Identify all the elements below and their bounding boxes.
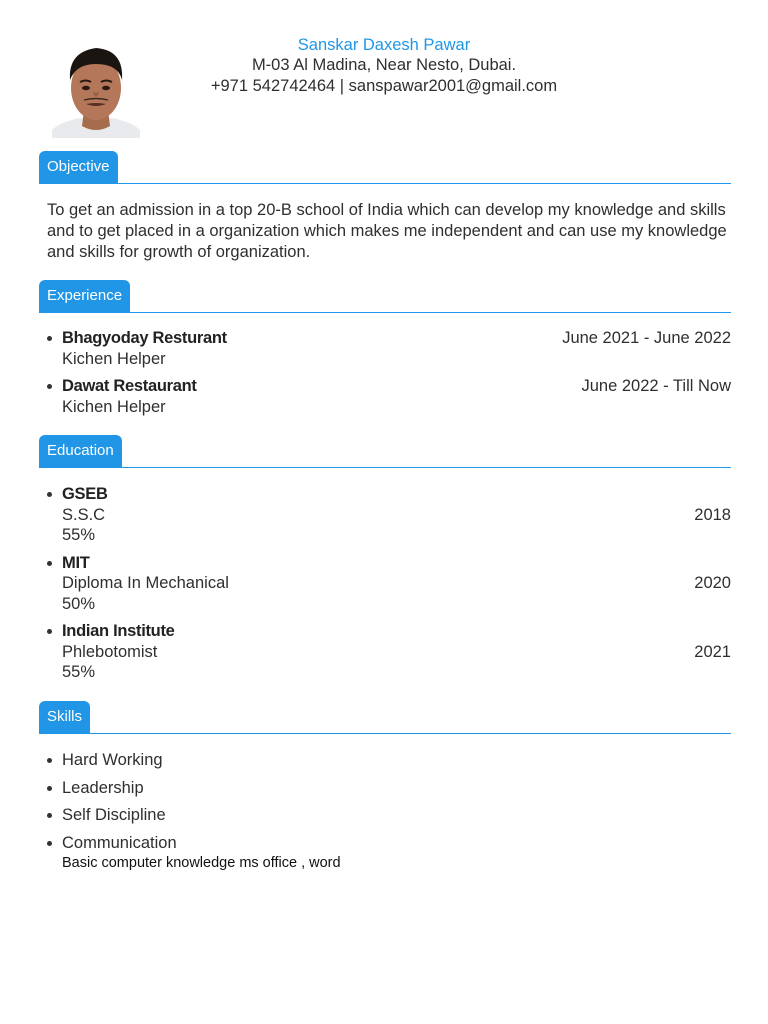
candidate-name: Sanskar Daxesh Pawar	[297, 36, 471, 54]
education-title: Education	[39, 435, 122, 467]
course-year: 2020	[694, 574, 731, 592]
skills-section	[39, 701, 731, 872]
education-list	[39, 484, 731, 683]
course-name: Phlebotomist	[62, 642, 158, 661]
course-score: 55%	[62, 663, 96, 681]
list-item	[62, 376, 731, 417]
list-item	[62, 484, 731, 546]
list-item: Hard Working	[62, 750, 731, 771]
list-item: Leadership	[62, 778, 731, 799]
experience-section	[39, 280, 731, 424]
experience-header	[39, 280, 731, 313]
institute-name: Indian Institute	[62, 622, 175, 640]
skills-title: Skills	[39, 701, 90, 733]
course-score: 55%	[62, 526, 96, 544]
address-line: M-03 Al Madina, Near Nesto, Dubai.	[251, 56, 517, 74]
skills-note: Basic computer knowledge ms office , word	[62, 855, 341, 871]
education-header	[39, 435, 731, 468]
job-role: Kichen Helper	[62, 397, 166, 416]
objective-text: To get an admission in a top 20-B school of India which can develop my knowledge and skills and to get placed in a organization which makes me independent and can use my knowledge and skills for growth of organization.	[47, 201, 727, 261]
skills-header	[39, 701, 731, 734]
course-name: Diploma In Mechanical	[62, 574, 229, 592]
objective-section	[39, 151, 731, 263]
list-item: Self Discipline	[62, 805, 731, 826]
experience-title: Experience	[39, 280, 130, 312]
course-name: S.S.C	[62, 505, 106, 524]
course-score: 50%	[62, 594, 96, 613]
list-item	[62, 621, 731, 683]
objective-title: Objective	[39, 151, 118, 183]
list-item: Communication	[62, 833, 731, 854]
resume-header	[0, 35, 768, 97]
job-dates: June 2022 - Till Now	[581, 377, 731, 395]
skills-list	[39, 750, 731, 853]
job-role: Kichen Helper	[62, 349, 166, 368]
list-item	[62, 328, 731, 369]
list-item	[62, 553, 731, 615]
course-year: 2021	[694, 642, 731, 661]
company-name: Bhagyoday Resturant	[62, 329, 227, 347]
objective-header	[39, 151, 731, 184]
contact-line: +971 542742464 | sanspawar2001@gmail.com	[210, 77, 558, 95]
company-name: Dawat Restaurant	[62, 377, 197, 395]
institute-name: MIT	[62, 553, 90, 572]
job-dates: June 2021 - June 2022	[562, 329, 731, 347]
institute-name: GSEB	[62, 485, 108, 503]
experience-list	[39, 328, 731, 417]
course-year: 2018	[694, 505, 731, 524]
education-section	[39, 435, 731, 690]
